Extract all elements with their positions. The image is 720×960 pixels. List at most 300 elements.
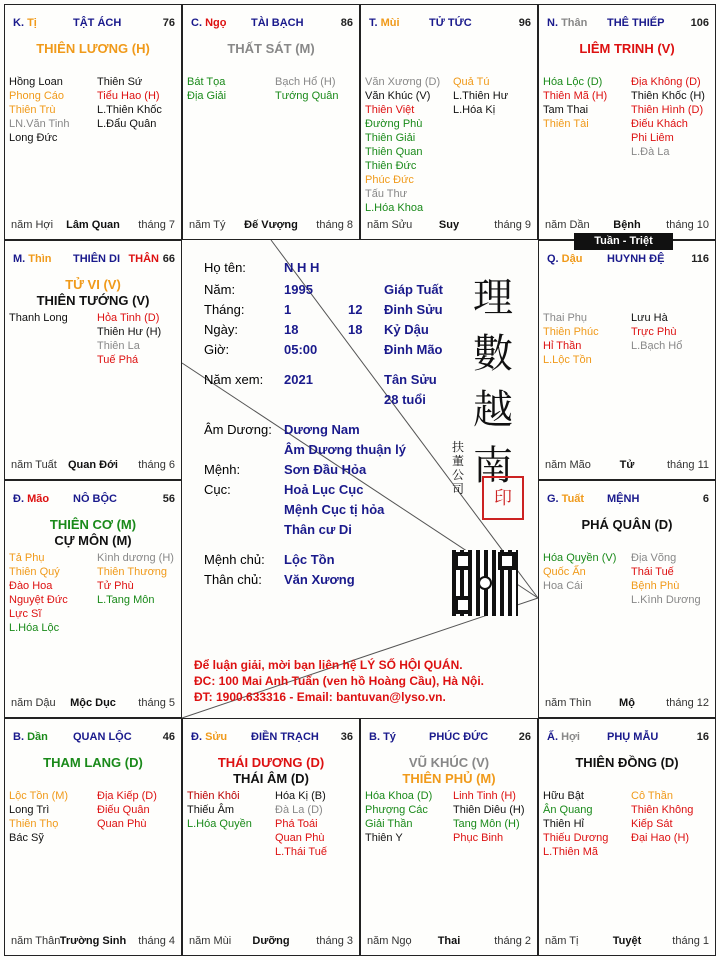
palace-footer xyxy=(189,219,353,233)
year-canchi: Giáp Tuất xyxy=(384,282,443,297)
palace-age: 6 xyxy=(702,493,709,505)
minor-stars-left xyxy=(9,551,68,635)
minor-star: Thiên Mã (H) xyxy=(543,90,608,102)
footer-stage: Trường Sinh xyxy=(59,935,127,947)
minor-star: Thiên Thương xyxy=(97,566,168,578)
day-canchi: Kỷ Dậu xyxy=(384,322,429,337)
footer-month: tháng 8 xyxy=(316,219,353,231)
minor-star: Thiên Giải xyxy=(365,132,416,144)
footer-year: năm Thìn xyxy=(545,697,592,709)
calligraphy-text xyxy=(468,270,518,494)
footer-stage: Quan Đới xyxy=(68,459,118,471)
palace-header xyxy=(13,253,175,269)
palace-footer xyxy=(545,935,709,949)
minor-stars-left xyxy=(9,311,68,325)
minor-stars-left xyxy=(365,75,440,215)
minor-stars-right xyxy=(275,75,339,103)
minor-star: L.Hóa Lộc xyxy=(9,622,60,634)
minor-star: Lực Sĩ xyxy=(9,608,42,620)
month-value: 1 xyxy=(284,302,292,317)
main-star: PHÁ QUÂN (D) xyxy=(581,517,673,532)
palace-stem: Đ. xyxy=(191,731,206,743)
minor-star: Thiên Thọ xyxy=(9,818,59,830)
palace-stem: B. xyxy=(13,731,28,743)
minor-star: Bệnh Phù xyxy=(631,580,680,592)
palace-age: 96 xyxy=(518,17,531,29)
footer-month: tháng 10 xyxy=(666,219,709,231)
main-star: TỬ VI (V) xyxy=(65,277,121,292)
palace-footer xyxy=(11,697,175,711)
minor-stars-right xyxy=(97,311,161,367)
minor-star: Điếu Khách xyxy=(631,118,688,130)
palace-footer xyxy=(11,219,175,233)
footer-year: năm Mão xyxy=(545,459,591,471)
month-label: Tháng: xyxy=(204,302,245,317)
day-label: Ngày: xyxy=(204,322,238,337)
palace-stem: G. xyxy=(547,493,562,505)
destiny-master-value: Lộc Tồn xyxy=(284,552,335,567)
hour-canchi: Đinh Mão xyxy=(384,342,443,357)
palace-cell-ngo[interactable] xyxy=(182,4,360,240)
month-lunar: 12 xyxy=(348,302,363,317)
minor-star: Phúc Đức xyxy=(365,174,414,186)
minor-star: Thai Phụ xyxy=(543,312,588,324)
palace-branch xyxy=(547,253,582,265)
footer-stage: Mộ xyxy=(619,697,635,709)
footer-stage: Đế Vượng xyxy=(244,219,298,231)
palace-name: ĐIỀN TRẠCH xyxy=(251,731,319,743)
palace-branch xyxy=(547,493,584,505)
minor-star: Văn Khúc (V) xyxy=(365,90,431,102)
small-seal-text: 扶 董 公 司 xyxy=(452,440,465,496)
minor-star: Thiếu Dương xyxy=(543,832,609,844)
footer-stage: Tử xyxy=(619,459,635,471)
palace-age: 66 xyxy=(162,253,175,265)
minor-star: Điếu Quân xyxy=(97,804,150,816)
palace-branch xyxy=(13,253,52,265)
main-star: VŨ KHÚC (V) xyxy=(408,755,490,770)
palace-branch xyxy=(547,17,587,29)
footer-stage: Lâm Quan xyxy=(66,219,120,231)
minor-star: Quan Phù xyxy=(275,832,325,844)
palace-footer xyxy=(367,935,531,949)
palace-cell-tuat[interactable] xyxy=(538,480,716,718)
footer-year: năm Mùi xyxy=(189,935,232,947)
footer-month: tháng 5 xyxy=(138,697,175,709)
qr-code-icon[interactable] xyxy=(452,550,518,616)
palace-header xyxy=(547,493,709,509)
palace-branch-name: Dậu xyxy=(561,253,583,265)
palace-branch-name: Tuất xyxy=(561,493,585,505)
palace-branch xyxy=(547,731,580,743)
calligraphy-char: 理 xyxy=(473,275,513,321)
minor-stars-left xyxy=(543,311,599,367)
palace-stem: T. xyxy=(369,17,381,29)
main-star: THẤT SÁT (M) xyxy=(227,41,315,56)
minor-star: Đại Hao (H) xyxy=(631,832,690,844)
minor-star: Tả Phụ xyxy=(9,552,45,564)
palace-branch-name: Mão xyxy=(27,493,50,505)
palace-branch xyxy=(369,731,396,743)
minor-star: Thiên Quý xyxy=(9,566,60,578)
main-star: THÁI ÂM (D) xyxy=(233,771,309,786)
palace-stem: K. xyxy=(13,17,28,29)
minor-star: Địa Không (D) xyxy=(631,76,701,88)
palace-age: 86 xyxy=(340,17,353,29)
contact-line-1: Để luận giải, mời bạn liên hệ LÝ SỐ HỘI QUÁN. xyxy=(194,658,463,672)
minor-star: Thiếu Âm xyxy=(187,804,235,816)
year-label: Năm: xyxy=(204,282,236,297)
yinyang-value-2: Âm Dương thuận lý xyxy=(284,442,406,457)
minor-star: L.Kình Dương xyxy=(631,594,701,606)
minor-star: Thiên Khôi xyxy=(187,790,240,802)
palace-cell-ty[interactable] xyxy=(360,718,538,956)
footer-year: năm Sửu xyxy=(367,219,413,231)
calligraphy-char: 南 xyxy=(473,443,513,489)
main-star: THIÊN LƯƠNG (H) xyxy=(36,41,150,56)
minor-star: Kình dương (H) xyxy=(97,552,174,564)
minor-star: L.Thái Tuế xyxy=(275,846,327,858)
palace-branch-name: Dần xyxy=(27,731,48,743)
palace-branch-name: Ngọ xyxy=(205,17,227,29)
minor-star: Thiên Việt xyxy=(365,104,415,116)
footer-month: tháng 4 xyxy=(138,935,175,947)
footer-year: năm Dậu xyxy=(11,697,56,709)
minor-stars-right xyxy=(97,789,157,831)
palace-branch-name: Tị xyxy=(27,17,37,29)
minor-star: Thiên Quan xyxy=(365,146,423,158)
minor-star: L.Lộc Tồn xyxy=(543,354,592,366)
main-star: THIÊN TƯỚNG (V) xyxy=(36,293,150,308)
palace-cell-mao[interactable] xyxy=(4,480,182,718)
main-star: THÁI DƯƠNG (D) xyxy=(217,755,325,770)
palace-name: MỆNH xyxy=(607,493,640,505)
age-value: 28 tuổi xyxy=(384,392,426,407)
minor-star: Kiếp Sát xyxy=(631,818,673,830)
contact-line-2: ĐC: 100 Mai Anh Tuấn (ven hồ Hoàng Cầu), Hà Nội. xyxy=(194,674,485,688)
name-value: N H H xyxy=(284,260,320,275)
minor-star: Tiểu Hao (H) xyxy=(97,90,160,102)
minor-star: Thiên Y xyxy=(365,832,403,844)
minor-star: Tang Môn (H) xyxy=(453,818,520,830)
palace-age: 16 xyxy=(696,731,709,743)
minor-star: L.Thiên Khốc xyxy=(97,104,162,116)
minor-star: L.Thiên Mã xyxy=(543,846,599,858)
palace-name: PHỤ MẪU xyxy=(607,731,659,743)
body-master-label: Thân chủ: xyxy=(204,572,262,587)
main-star: THAM LANG (D) xyxy=(43,755,143,770)
minor-star: Hóa Lộc (D) xyxy=(543,76,603,88)
minor-star: Thiên Hình (D) xyxy=(631,104,704,116)
cuc-value-2: Mệnh Cục tị hỏa xyxy=(284,502,385,517)
palace-footer xyxy=(11,459,175,473)
minor-star: Tấu Thư xyxy=(365,188,408,200)
minor-star: Quan Phù xyxy=(97,818,147,830)
palace-header xyxy=(547,253,709,269)
minor-stars-right xyxy=(453,789,525,845)
yinyang-value: Dương Nam xyxy=(284,422,360,437)
minor-star: Lưu Hà xyxy=(631,312,668,324)
palace-cell-than[interactable] xyxy=(538,4,716,240)
minor-star: Hóa Quyền (V) xyxy=(543,552,617,564)
palace-header xyxy=(191,17,353,33)
minor-star: Thiên Trù xyxy=(9,104,56,116)
footer-year: năm Dần xyxy=(545,219,590,231)
minor-star: Hỏa Tinh (D) xyxy=(97,312,160,324)
palace-branch xyxy=(191,17,226,29)
minor-star: Thiên Hỉ xyxy=(543,818,584,830)
footer-month: tháng 2 xyxy=(494,935,531,947)
minor-star: Linh Tinh (H) xyxy=(453,790,516,802)
footer-month: tháng 9 xyxy=(494,219,531,231)
center-info-panel xyxy=(182,240,538,718)
minor-star: Bát Tọa xyxy=(187,76,226,88)
minor-star: Nguyệt Đức xyxy=(9,594,68,606)
footer-year: năm Thân xyxy=(11,935,61,947)
palace-header xyxy=(13,493,175,509)
minor-star: Phong Cáo xyxy=(9,90,65,102)
minor-star: L.Thiên Hư xyxy=(453,90,509,102)
footer-month: tháng 11 xyxy=(666,459,709,471)
contact-line-3[interactable]: ĐT: 1900.633316 - Email: bantuvan@lyso.vn. xyxy=(194,690,446,704)
palace-cell-hoi[interactable] xyxy=(538,718,716,956)
minor-star: Bạch Hổ (H) xyxy=(275,76,336,88)
palace-age: 106 xyxy=(690,17,709,29)
minor-star: Thiên Tài xyxy=(543,118,589,130)
palace-header xyxy=(191,731,353,747)
palace-stem: Ấ. xyxy=(547,731,562,743)
minor-star: LN.Văn Tinh xyxy=(9,118,70,130)
minor-stars-right xyxy=(631,311,682,353)
cuc-value: Hoả Lục Cục xyxy=(284,482,364,497)
palace-age: 76 xyxy=(162,17,175,29)
minor-star: L.Đà La xyxy=(631,146,670,158)
destiny-label: Mệnh: xyxy=(204,462,241,477)
palace-branch-name: Tý xyxy=(383,731,396,743)
body-palace-badge: THÂN xyxy=(128,253,159,265)
palace-cell-suu[interactable] xyxy=(182,718,360,956)
palace-name: THIÊN DI xyxy=(73,253,121,265)
calligraphy-char: 數 xyxy=(473,331,513,377)
hour-label: Giờ: xyxy=(204,342,230,357)
minor-stars-right xyxy=(97,75,162,131)
palace-age: 56 xyxy=(162,493,175,505)
minor-stars-right xyxy=(631,789,693,845)
view-year-label: Năm xem: xyxy=(204,372,264,387)
minor-stars-left xyxy=(187,75,226,103)
main-star: CỰ MÔN (M) xyxy=(54,533,132,548)
palace-cell-mui[interactable] xyxy=(360,4,538,240)
minor-star: L.Bạch Hổ xyxy=(631,340,683,352)
palace-age: 26 xyxy=(518,731,531,743)
palace-age: 46 xyxy=(162,731,175,743)
palace-branch-name: Sửu xyxy=(205,731,228,743)
palace-footer xyxy=(545,219,709,233)
minor-star: Trực Phù xyxy=(631,326,677,338)
minor-star: L.Hóa Khoa xyxy=(365,202,424,214)
minor-star: Hóa Khoa (D) xyxy=(365,790,433,802)
minor-star: Địa Kiếp (D) xyxy=(97,790,157,802)
palace-header xyxy=(547,17,709,33)
minor-stars-left xyxy=(187,789,252,831)
footer-year: năm Tý xyxy=(189,219,226,231)
minor-star: Thiên Sứ xyxy=(97,76,143,88)
palace-name: QUAN LỘC xyxy=(73,731,132,743)
main-star: LIÊM TRINH (V) xyxy=(579,41,675,56)
month-canchi: Đinh Sửu xyxy=(384,302,443,317)
year-value: 1995 xyxy=(284,282,313,297)
footer-year: năm Ngọ xyxy=(367,935,412,947)
minor-star: L.Đẩu Quân xyxy=(97,118,157,130)
minor-star: Lộc Tồn (M) xyxy=(9,790,69,802)
destiny-master-label: Mệnh chủ: xyxy=(204,552,265,567)
footer-month: tháng 1 xyxy=(672,935,709,947)
name-label: Họ tên: xyxy=(204,260,246,275)
minor-star: Thiên Hư (H) xyxy=(97,326,162,338)
palace-name: PHÚC ĐỨC xyxy=(429,731,489,743)
palace-cell-ti[interactable] xyxy=(4,4,182,240)
footer-month: tháng 3 xyxy=(316,935,353,947)
minor-star: Quả Tú xyxy=(453,76,490,88)
minor-star: Thái Tuế xyxy=(631,566,674,578)
palace-header xyxy=(13,17,175,33)
palace-footer xyxy=(545,697,709,711)
minor-star: Bác Sỹ xyxy=(9,832,44,844)
minor-stars-right xyxy=(631,75,705,159)
minor-star: Địa Võng xyxy=(631,552,677,564)
palace-age: 116 xyxy=(691,253,709,265)
footer-year: năm Tuất xyxy=(11,459,57,471)
minor-star: Phượng Các xyxy=(365,804,428,816)
minor-stars-left xyxy=(365,789,432,845)
minor-star: Quốc Ấn xyxy=(543,566,586,578)
minor-stars-right xyxy=(631,551,701,607)
minor-stars-right xyxy=(275,789,327,859)
palace-name: NÔ BỘC xyxy=(73,493,117,505)
palace-footer xyxy=(367,219,531,233)
palace-header xyxy=(369,17,531,33)
palace-branch xyxy=(369,17,400,29)
footer-stage: Mộc Dục xyxy=(70,697,116,709)
palace-header xyxy=(13,731,175,747)
minor-star: Địa Giải xyxy=(187,90,227,102)
minor-stars-right xyxy=(453,75,508,117)
footer-stage: Suy xyxy=(438,219,460,231)
minor-star: Hữu Bật xyxy=(543,790,584,802)
palace-branch-name: Thìn xyxy=(28,253,52,265)
minor-star: Hỉ Thần xyxy=(543,340,582,352)
palace-name: THÊ THIẾP xyxy=(607,17,665,29)
palace-footer xyxy=(11,935,175,949)
palace-branch-name: Mùi xyxy=(380,17,400,29)
calligraphy-char: 越 xyxy=(473,387,513,433)
palace-stem: B. xyxy=(369,731,384,743)
minor-star: Thiên Diêu (H) xyxy=(453,804,525,816)
minor-star: Thiên La xyxy=(97,340,140,352)
minor-star: L.Hóa Kị xyxy=(453,104,496,116)
minor-star: Đường Phù xyxy=(365,118,423,130)
footer-month: tháng 7 xyxy=(138,219,175,231)
palace-name: TỬ TỨC xyxy=(429,17,472,29)
minor-star: Đà La (D) xyxy=(275,804,323,816)
minor-stars-right xyxy=(97,551,174,607)
palace-header xyxy=(547,731,709,747)
palace-age: 36 xyxy=(340,731,353,743)
minor-stars-left xyxy=(543,551,616,593)
footer-stage: Bệnh xyxy=(613,219,641,231)
footer-month: tháng 6 xyxy=(138,459,175,471)
minor-star: L.Hóa Quyền xyxy=(187,818,252,830)
yinyang-label: Âm Dương: xyxy=(204,422,272,437)
minor-star: Thiên Đức xyxy=(365,160,417,172)
minor-star: Thiên Không xyxy=(631,804,694,816)
palace-header xyxy=(369,731,531,747)
minor-star: Hoa Cái xyxy=(543,580,583,592)
minor-star: Hồng Loan xyxy=(9,76,63,88)
hour-value: 05:00 xyxy=(284,342,318,357)
minor-stars-left xyxy=(9,789,68,845)
view-year-value: 2021 xyxy=(284,372,313,387)
minor-star: Phi Liêm xyxy=(631,132,674,144)
footer-stage: Dưỡng xyxy=(252,935,290,947)
footer-stage: Tuyệt xyxy=(612,935,642,947)
minor-star: Tuế Phá xyxy=(97,354,139,366)
footer-year: năm Hợi xyxy=(11,219,54,231)
palace-footer xyxy=(189,935,353,949)
palace-branch xyxy=(13,493,49,505)
minor-star: Cô Thần xyxy=(631,790,673,802)
palace-stem: N. xyxy=(547,17,562,29)
palace-branch xyxy=(191,731,227,743)
palace-cell-dau[interactable] xyxy=(538,240,716,480)
palace-footer xyxy=(545,459,709,473)
minor-star: Thanh Long xyxy=(9,312,68,324)
minor-star: Ân Quang xyxy=(543,804,593,816)
palace-cell-dan[interactable] xyxy=(4,718,182,956)
minor-star: Giải Thần xyxy=(365,818,413,830)
cuc-value-3: Thân cư Di xyxy=(284,522,352,537)
minor-star: Thiên Phúc xyxy=(543,326,599,338)
cuc-label: Cục: xyxy=(204,482,231,497)
palace-name: TÀI BẠCH xyxy=(251,17,304,29)
minor-star: Thiên Khốc (H) xyxy=(631,90,705,102)
palace-stem: Q. xyxy=(547,253,562,265)
minor-stars-left xyxy=(543,75,607,131)
palace-branch xyxy=(13,17,37,29)
palace-name: TẬT ÁCH xyxy=(73,17,122,29)
body-master-value: Văn Xương xyxy=(284,572,355,587)
red-seal-icon: 印 xyxy=(482,476,524,520)
view-year-canchi: Tân Sửu xyxy=(384,372,437,387)
main-star: THIÊN CƠ (M) xyxy=(49,517,137,532)
minor-stars-left xyxy=(543,789,608,859)
palace-branch-name: Hợi xyxy=(561,731,580,743)
palace-branch xyxy=(13,731,48,743)
palace-name: HUYNH ĐỆ xyxy=(607,253,665,265)
minor-stars-left xyxy=(9,75,70,145)
palace-cell-thin[interactable] xyxy=(4,240,182,480)
destiny-value: Sơn Đầu Hỏa xyxy=(284,462,367,477)
tuan-triet-tag: Tuần - Triệt xyxy=(574,233,673,250)
minor-star: Tướng Quân xyxy=(275,90,339,102)
footer-year: năm Tị xyxy=(545,935,579,947)
main-star: THIÊN ĐỒNG (D) xyxy=(575,755,679,770)
footer-stage: Thai xyxy=(437,935,461,947)
minor-star: Văn Xương (D) xyxy=(365,76,441,88)
minor-star: Tam Thai xyxy=(543,104,589,116)
palace-branch-name: Thân xyxy=(561,17,588,29)
day-value: 18 xyxy=(284,322,299,337)
